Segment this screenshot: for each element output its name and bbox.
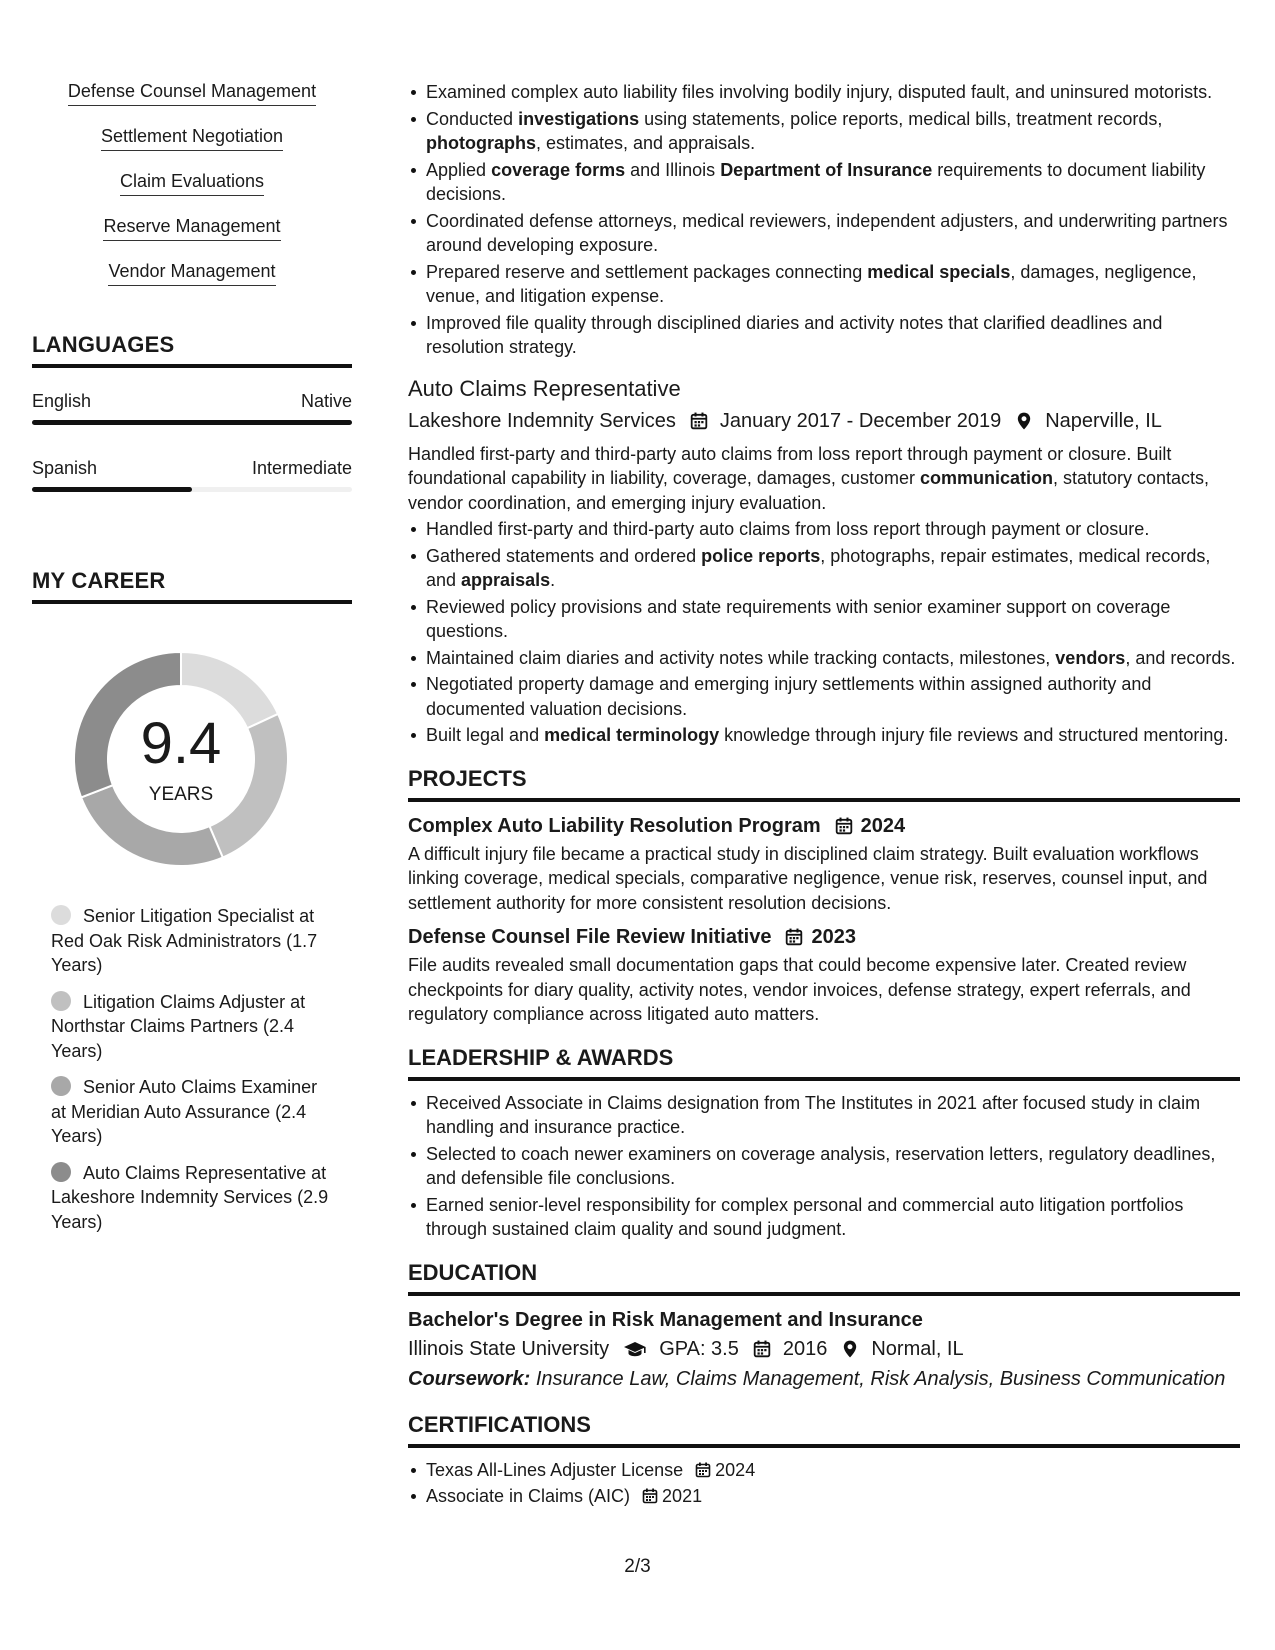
- bullet-item: Applied coverage forms and Illinois Department of Insurance requirements to document liability decisions.: [426, 158, 1240, 207]
- job-bullets: [408, 517, 1240, 748]
- project-item: [408, 923, 1240, 1027]
- project-year: 2023: [811, 926, 856, 948]
- project-title: Complex Auto Liability Resolution Program: [408, 814, 821, 837]
- bullet-item: Built legal and medical terminology knowledge through injury file reviews and structured mentoring.: [426, 723, 1240, 748]
- skill-item: [32, 125, 352, 153]
- skill-item: [32, 215, 352, 243]
- degree-title: Bachelor's Degree in Risk Management and Insurance: [408, 1308, 923, 1331]
- language-item: [32, 457, 352, 492]
- graduation-cap-icon: [623, 1340, 647, 1358]
- skill-label: Reserve Management: [103, 215, 280, 241]
- language-level: Native: [300, 391, 352, 411]
- career-donut-chart: [66, 644, 296, 874]
- bullet-item: Improved file quality through disciplined diaries and activity notes that clarified deadlines and resolution strategy.: [426, 311, 1240, 360]
- sidebar: [32, 80, 352, 1246]
- legend-dot-icon: [51, 1076, 71, 1096]
- career-legend-item: [51, 1075, 331, 1149]
- language-item: [32, 390, 352, 425]
- graduation-year: 2016: [782, 1337, 828, 1360]
- projects-heading: PROJECTS: [408, 766, 1240, 802]
- certification-item: [426, 1484, 1240, 1509]
- project-description: File audits revealed small documentation gaps that could become expensive later. Created review checkpoints for diary quality, activity notes, vendor invoices, defense strategy, expert referrals, and regulatory compliance across litigated auto matters.: [408, 955, 1191, 1024]
- job-location: Naperville, IL: [1045, 409, 1162, 432]
- location-pin-icon: [841, 1340, 859, 1358]
- skill-label: Claim Evaluations: [120, 170, 264, 196]
- bullet-item: Examined complex auto liability files involving bodily injury, disputed fault, and uninsured motorists.: [426, 80, 1240, 105]
- skill-label: Vendor Management: [108, 260, 275, 286]
- career-legend-item: [51, 1161, 331, 1235]
- calendar-icon: [690, 412, 708, 430]
- career-legend-label: Senior Auto Claims Examiner at Meridian Auto Assurance (2.4 Years): [51, 1077, 318, 1146]
- certifications-heading: CERTIFICATIONS: [408, 1412, 1240, 1448]
- language-name: Spanish: [32, 458, 98, 478]
- career-heading: MY CAREER: [32, 568, 352, 604]
- leadership-list: [408, 1091, 1240, 1242]
- calendar-icon: [785, 928, 803, 946]
- gpa: GPA: 3.5: [659, 1337, 739, 1360]
- certification-name: Associate in Claims (AIC): [426, 1486, 631, 1506]
- location-pin-icon: [1015, 412, 1033, 430]
- certification-year: 2024: [715, 1459, 756, 1480]
- main-content: [408, 80, 1240, 1511]
- language-proficiency-fill: [32, 420, 352, 425]
- calendar-icon: [835, 817, 853, 835]
- skills-list: [32, 80, 352, 288]
- page-number: 2/3: [624, 1556, 651, 1577]
- career-legend-label: Senior Litigation Specialist at Red Oak Risk Administrators (1.7 Years): [51, 906, 318, 975]
- career-legend-item: [51, 990, 331, 1064]
- calendar-icon: [753, 1340, 771, 1358]
- certification-item: [426, 1458, 1240, 1483]
- career-legend-item: [51, 904, 331, 978]
- prev-job-bullets: [408, 80, 1240, 360]
- bullet-item: Earned senior-level responsibility for complex personal and commercial auto litigation portfolios through sustained claim quality and sound judgment.: [426, 1193, 1240, 1242]
- bullet-item: Selected to coach newer examiners on coverage analysis, reservation letters, regulatory deadlines, and defensible file conclusions.: [426, 1142, 1240, 1191]
- career-legend-label: Auto Claims Representative at Lakeshore Indemnity Services (2.9 Years): [51, 1162, 329, 1232]
- leadership-heading: LEADERSHIP & AWARDS: [408, 1045, 1240, 1081]
- coursework-list: Insurance Law, Claims Management, Risk Analysis, Business Communication: [535, 1367, 1226, 1390]
- career-legend: [51, 904, 331, 1234]
- bullet-item: Prepared reserve and settlement packages connecting medical specials, damages, negligence, venue, and litigation expense.: [426, 260, 1240, 309]
- bullet-item: Conducted investigations using statements, police reports, medical bills, treatment records, photographs, estimates, and appraisals.: [426, 107, 1240, 156]
- bullet-item: Negotiated property damage and emerging injury settlements within assigned authority and documented valuation decisions.: [426, 672, 1240, 721]
- certification-year: 2021: [662, 1486, 703, 1506]
- project-title: Defense Counsel File Review Initiative: [408, 926, 772, 948]
- bullet-item: Coordinated defense attorneys, medical reviewers, independent adjusters, and underwriting partners around developing exposure.: [426, 209, 1240, 258]
- bullet-item: Maintained claim diaries and activity notes while tracking contacts, milestones, vendors, and records.: [426, 646, 1240, 671]
- skill-label: Defense Counsel Management: [68, 80, 316, 106]
- job-meta: [408, 406, 1240, 436]
- coursework-label: Coursework:: [408, 1367, 531, 1390]
- language-proficiency-bar: [32, 487, 352, 492]
- certifications-list: [408, 1458, 1240, 1509]
- bullet-item: Handled first-party and third-party auto claims from loss report through payment or closure.: [426, 517, 1240, 542]
- career-legend-label: Litigation Claims Adjuster at Northstar Claims Partners (2.4 Years): [51, 991, 306, 1061]
- legend-dot-icon: [51, 991, 71, 1011]
- career-unit: YEARS: [148, 784, 214, 805]
- skill-label: Settlement Negotiation: [101, 125, 283, 151]
- language-proficiency-fill: [32, 487, 192, 492]
- education-heading: EDUCATION: [408, 1260, 1240, 1296]
- education-meta: [408, 1334, 1240, 1364]
- language-proficiency-bar: [32, 420, 352, 425]
- job-dates: January 2017 - December 2019: [719, 409, 1002, 432]
- school-name: Illinois State University: [408, 1337, 610, 1360]
- skill-item: [32, 80, 352, 108]
- legend-dot-icon: [51, 905, 71, 925]
- language-level: Intermediate: [251, 458, 352, 478]
- coursework: [408, 1364, 1240, 1394]
- bullet-item: Gathered statements and ordered police reports, photographs, repair estimates, medical records, and appraisals.: [426, 544, 1240, 593]
- languages-heading: LANGUAGES: [32, 332, 352, 368]
- certification-name: Texas All-Lines Adjuster License: [426, 1459, 684, 1480]
- bullet-item: Reviewed policy provisions and state requirements with senior examiner support on coverage questions.: [426, 595, 1240, 644]
- skill-item: [32, 260, 352, 288]
- calendar-icon: [642, 1488, 658, 1504]
- language-name: English: [32, 391, 92, 411]
- calendar-icon: [695, 1462, 711, 1478]
- school-location: Normal, IL: [871, 1337, 964, 1360]
- job-summary: Handled first-party and third-party auto claims from loss report through payment or closure. Built foundational capability in liability, coverage, damages, customer communication, statutory contacts, vendor coordination, and emerging injury evaluation.: [408, 443, 1210, 513]
- legend-dot-icon: [51, 1162, 71, 1182]
- company-name: Lakeshore Indemnity Services: [408, 409, 676, 432]
- project-description: A difficult injury file became a practical study in disciplined claim strategy. Built evaluation workflows linking coverage, medical specials, comparative negligence, venue risk, reserves, counsel input, and settlement authority for more consistent resolution decisions.: [408, 843, 1208, 913]
- project-year: 2024: [860, 814, 906, 837]
- bullet-item: Received Associate in Claims designation from The Institutes in 2021 after focused study in claim handling and insurance practice.: [426, 1091, 1240, 1140]
- skill-item: [32, 170, 352, 198]
- career-total: 9.4: [140, 711, 222, 776]
- job-title: Auto Claims Representative: [408, 375, 681, 401]
- project-item: [408, 812, 1240, 916]
